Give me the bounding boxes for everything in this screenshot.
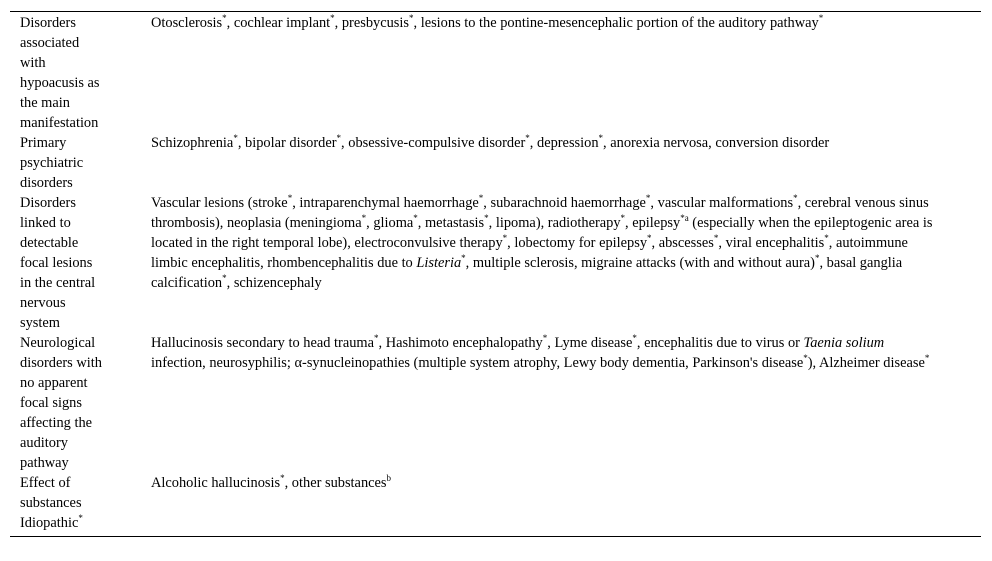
footnote-marker: * bbox=[330, 13, 335, 23]
text-segment: , anorexia nervosa, conversion disorder bbox=[603, 135, 830, 151]
text-segment: , other substances bbox=[284, 475, 387, 491]
text-segment: , subarachnoid haemorrhage bbox=[483, 195, 646, 211]
text-segment: , basal ganglia calcification bbox=[151, 255, 903, 291]
description-cell bbox=[151, 193, 981, 333]
footnote-marker: * bbox=[361, 213, 367, 223]
category-line: auditory bbox=[20, 435, 68, 451]
text-segment: , cerebral venous sinus thrombosis), neoplasia (meningioma bbox=[151, 195, 929, 231]
footnote-marker: * bbox=[287, 193, 293, 203]
text-segment: , presbycusis bbox=[334, 15, 409, 31]
category-line: manifestation bbox=[20, 115, 99, 131]
table-row bbox=[10, 133, 981, 193]
text-segment: ), Alzheimer disease bbox=[807, 355, 925, 371]
footnote-marker: * bbox=[484, 213, 489, 223]
table-row bbox=[10, 333, 981, 473]
text-segment: Idiopathic bbox=[20, 515, 79, 531]
category-line: affecting the bbox=[20, 415, 93, 431]
category-line: in the central bbox=[20, 275, 96, 291]
footnote-marker: * bbox=[502, 233, 508, 243]
category-line: disorders with bbox=[20, 355, 102, 371]
text-segment: , autoimmune limbic encephalitis, rhombencephalitis due to bbox=[151, 235, 908, 271]
text-segment: Alcoholic hallucinosis bbox=[151, 475, 281, 491]
disorders-table bbox=[10, 12, 981, 536]
footnote-marker: * bbox=[620, 213, 626, 223]
footnote-marker: * bbox=[478, 193, 484, 203]
description-cell bbox=[151, 133, 981, 193]
table-row bbox=[10, 513, 981, 536]
footnote-marker: b bbox=[386, 473, 392, 483]
text-segment: , lobectomy for epilepsy bbox=[507, 235, 648, 251]
footnote-marker: *a bbox=[680, 213, 689, 223]
footnote-marker: * bbox=[336, 133, 342, 143]
footnote-marker: * bbox=[814, 253, 820, 263]
footnote-marker: * bbox=[525, 133, 530, 143]
description-cell bbox=[151, 333, 981, 473]
category-cell bbox=[10, 513, 151, 536]
footnote-marker: * bbox=[793, 193, 798, 203]
category-line: substances bbox=[20, 495, 82, 511]
footnote-marker: * bbox=[78, 513, 83, 523]
text-segment: , depression bbox=[529, 135, 599, 151]
text-segment: infection, neurosyphilis; α-synucleinopathies (multiple system atrophy, Lewy body dementia, Parkinson's disease bbox=[151, 355, 804, 371]
footnote-marker: * bbox=[233, 133, 238, 143]
text-segment: (especially when the epileptogenic area is located in the right temporal lobe), electroconvulsive therapy bbox=[151, 215, 933, 251]
table-row bbox=[10, 12, 981, 133]
footnote-marker: * bbox=[374, 333, 379, 343]
text-segment: , vascular malformations bbox=[650, 195, 794, 211]
text-segment: , viral encephalitis bbox=[718, 235, 825, 251]
text-segment: , abscesses bbox=[651, 235, 714, 251]
footnote-marker: * bbox=[461, 253, 466, 263]
text-segment: , schizencephaly bbox=[226, 275, 322, 291]
description-cell bbox=[151, 513, 981, 536]
text-segment: , encephalitis due to virus or bbox=[636, 335, 804, 351]
footnote-marker: * bbox=[645, 193, 651, 203]
category-line: associated bbox=[20, 35, 80, 51]
text-segment: , Lyme disease bbox=[547, 335, 633, 351]
description-cell bbox=[151, 12, 981, 133]
footnote-marker: * bbox=[413, 213, 418, 223]
disorders-table-container bbox=[10, 11, 981, 537]
text-segment: , obsessive-compulsive disorder bbox=[341, 135, 526, 151]
text-segment: , intraparenchymal haemorrhage bbox=[292, 195, 479, 211]
description-cell bbox=[151, 473, 981, 513]
category-line: system bbox=[20, 315, 60, 331]
category-line: linked to bbox=[20, 215, 71, 231]
text-segment: , epilepsy bbox=[625, 215, 681, 231]
footnote-marker: * bbox=[542, 333, 548, 343]
category-cell bbox=[10, 133, 151, 193]
category-line: focal lesions bbox=[20, 255, 93, 271]
footnote-marker: * bbox=[824, 233, 829, 243]
text-segment: , bipolar disorder bbox=[237, 135, 337, 151]
footnote-marker: * bbox=[713, 233, 719, 243]
category-line: Disorders bbox=[20, 195, 76, 211]
text-segment: , multiple sclerosis, migraine attacks (with and without aura) bbox=[465, 255, 815, 271]
footnote-marker: * bbox=[818, 13, 824, 23]
table-row bbox=[10, 473, 981, 513]
category-line: the main bbox=[20, 95, 70, 111]
text-segment: , lipoma), radiotherapy bbox=[488, 215, 621, 231]
text-segment: Otosclerosis bbox=[151, 15, 223, 31]
footnote-marker: * bbox=[632, 333, 637, 343]
category-line: psychiatric bbox=[20, 155, 84, 171]
footnote-marker: * bbox=[280, 473, 285, 483]
text-segment: Hallucinosis secondary to head trauma bbox=[151, 335, 374, 351]
category-line: disorders bbox=[20, 175, 73, 191]
category-line: Disorders bbox=[20, 15, 76, 31]
category-line: Neurological bbox=[20, 335, 96, 351]
category-cell bbox=[10, 333, 151, 473]
text-segment: , cochlear implant bbox=[226, 15, 331, 31]
text-segment: Vascular lesions (stroke bbox=[151, 195, 288, 211]
category-line: detectable bbox=[20, 235, 79, 251]
italic-term: Listeria bbox=[416, 255, 462, 271]
category-line: Effect of bbox=[20, 475, 71, 491]
category-line: with bbox=[20, 55, 46, 71]
text-segment: , metastasis bbox=[417, 215, 485, 231]
italic-term: Taenia solium bbox=[803, 335, 885, 351]
category-cell bbox=[10, 473, 151, 513]
text-segment: Schizophrenia bbox=[151, 135, 234, 151]
table-body bbox=[10, 12, 981, 536]
category-line: focal signs bbox=[20, 395, 82, 411]
footnote-marker: * bbox=[924, 353, 930, 363]
table-row bbox=[10, 193, 981, 333]
category-line: no apparent bbox=[20, 375, 88, 391]
footnote-marker: * bbox=[803, 353, 808, 363]
text-segment: , glioma bbox=[366, 215, 414, 231]
category-line: Primary bbox=[20, 135, 67, 151]
text-segment: , Hashimoto encephalopathy bbox=[378, 335, 543, 351]
category-line: hypoacusis as bbox=[20, 75, 100, 91]
footnote-marker: * bbox=[409, 13, 414, 23]
footnote-marker: * bbox=[222, 13, 227, 23]
footnote-marker: * bbox=[222, 273, 227, 283]
footnote-marker: * bbox=[647, 233, 652, 243]
text-segment: , lesions to the pontine-mesencephalic portion of the auditory pathway bbox=[413, 15, 819, 31]
category-line: pathway bbox=[20, 455, 69, 471]
category-line: nervous bbox=[20, 295, 66, 311]
footnote-marker: * bbox=[598, 133, 604, 143]
category-cell bbox=[10, 12, 151, 133]
category-cell bbox=[10, 193, 151, 333]
